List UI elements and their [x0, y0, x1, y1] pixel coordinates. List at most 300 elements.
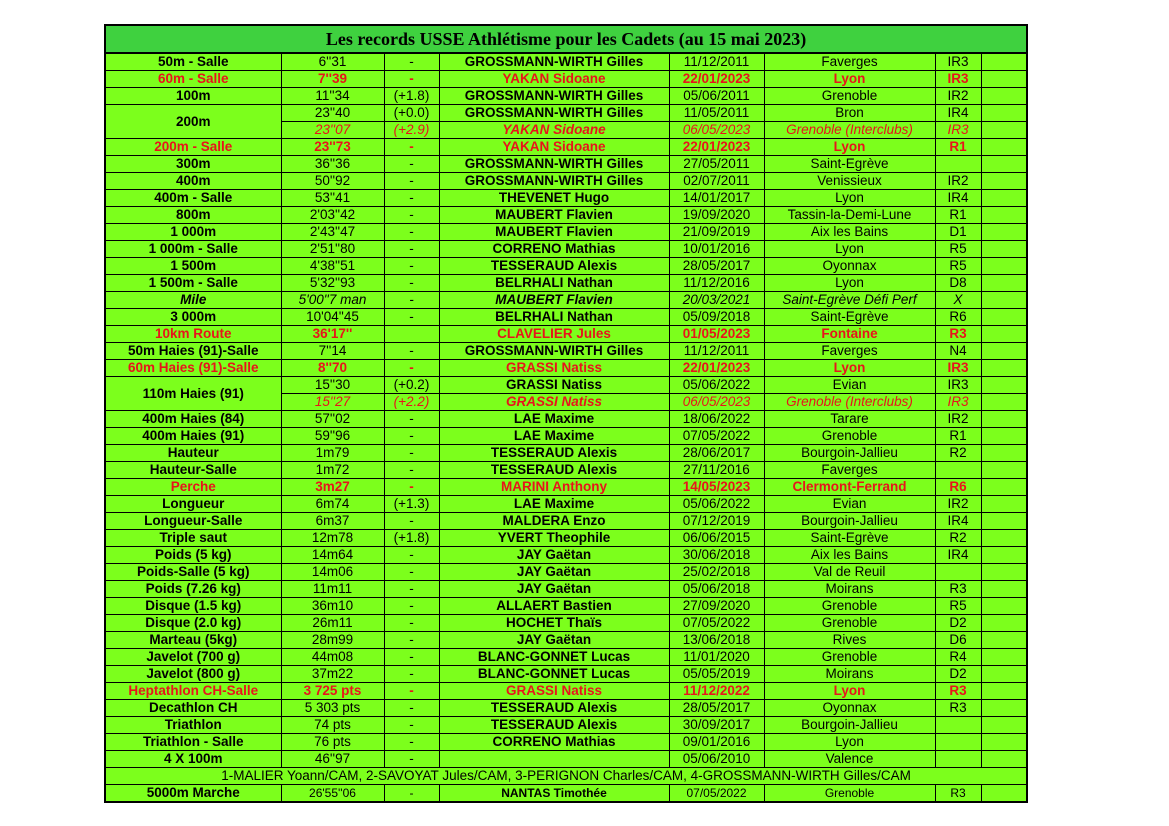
- level-cell: R5: [935, 258, 981, 275]
- place-cell: Lyon: [764, 734, 935, 751]
- athlete-cell: BELRHALI Nathan: [439, 309, 669, 326]
- place-cell: Bron: [764, 105, 935, 122]
- record-row: [105, 666, 1027, 683]
- record-row: [105, 734, 1027, 751]
- date-cell: 28/05/2017: [669, 700, 764, 717]
- wind-cell: -: [384, 360, 439, 377]
- performance-cell: 23''40: [281, 105, 384, 122]
- wind-cell: -: [384, 479, 439, 496]
- date-cell: 11/01/2020: [669, 649, 764, 666]
- performance-cell: 46''97: [281, 751, 384, 768]
- performance-cell: 44m08: [281, 649, 384, 666]
- performance-cell: 1m72: [281, 462, 384, 479]
- athlete-cell: BELRHALI Nathan: [439, 275, 669, 292]
- record-row: [105, 309, 1027, 326]
- date-cell: 27/09/2020: [669, 598, 764, 615]
- level-cell: R3: [935, 700, 981, 717]
- record-row: [105, 700, 1027, 717]
- performance-cell: 36m10: [281, 598, 384, 615]
- level-cell: [935, 734, 981, 751]
- extra-cell: [981, 360, 1027, 377]
- wind-cell: (+2.9): [384, 122, 439, 139]
- place-cell: Saint-Egrève Défi Perf: [764, 292, 935, 309]
- level-cell: IR2: [935, 173, 981, 190]
- wind-cell: -: [384, 785, 439, 803]
- date-cell: 11/05/2011: [669, 105, 764, 122]
- date-cell: 19/09/2020: [669, 207, 764, 224]
- record-row: [105, 683, 1027, 700]
- extra-cell: [981, 173, 1027, 190]
- event-cell: 400m - Salle: [105, 190, 281, 207]
- athlete-cell: MALDERA Enzo: [439, 513, 669, 530]
- wind-cell: -: [384, 411, 439, 428]
- extra-cell: [981, 139, 1027, 156]
- performance-cell: 4'38''51: [281, 258, 384, 275]
- wind-cell: -: [384, 173, 439, 190]
- performance-cell: 28m99: [281, 632, 384, 649]
- level-cell: R6: [935, 479, 981, 496]
- extra-cell: [981, 71, 1027, 88]
- date-cell: 07/05/2022: [669, 785, 764, 803]
- athlete-cell: GROSSMANN-WIRTH Gilles: [439, 173, 669, 190]
- event-cell: 1 000m - Salle: [105, 241, 281, 258]
- place-cell: Saint-Egrève: [764, 309, 935, 326]
- wind-cell: (+2.2): [384, 394, 439, 411]
- event-cell: Disque (2.0 kg): [105, 615, 281, 632]
- event-cell: Longueur-Salle: [105, 513, 281, 530]
- level-cell: D6: [935, 632, 981, 649]
- athlete-cell: TESSERAUD Alexis: [439, 462, 669, 479]
- event-cell: 400m: [105, 173, 281, 190]
- athlete-cell: BLANC-GONNET Lucas: [439, 649, 669, 666]
- level-cell: IR3: [935, 360, 981, 377]
- date-cell: 22/01/2023: [669, 360, 764, 377]
- level-cell: R4: [935, 649, 981, 666]
- performance-cell: 23''07: [281, 122, 384, 139]
- place-cell: Moirans: [764, 666, 935, 683]
- wind-cell: -: [384, 462, 439, 479]
- place-cell: Lyon: [764, 683, 935, 700]
- extra-cell: [981, 326, 1027, 343]
- record-row: [105, 224, 1027, 241]
- date-cell: 20/03/2021: [669, 292, 764, 309]
- athlete-cell: MAUBERT Flavien: [439, 207, 669, 224]
- place-cell: Clermont-Ferrand: [764, 479, 935, 496]
- athlete-cell: GROSSMANN-WIRTH Gilles: [439, 105, 669, 122]
- performance-cell: 2'43''47: [281, 224, 384, 241]
- level-cell: IR2: [935, 88, 981, 105]
- wind-cell: -: [384, 751, 439, 768]
- athlete-cell: LAE Maxime: [439, 428, 669, 445]
- level-cell: IR4: [935, 105, 981, 122]
- extra-cell: [981, 377, 1027, 394]
- athlete-cell: [439, 751, 669, 768]
- level-cell: IR3: [935, 394, 981, 411]
- extra-cell: [981, 530, 1027, 547]
- extra-cell: [981, 207, 1027, 224]
- level-cell: D1: [935, 224, 981, 241]
- record-row: [105, 53, 1027, 71]
- performance-cell: 53''41: [281, 190, 384, 207]
- performance-cell: 5'00''7 man: [281, 292, 384, 309]
- performance-cell: 8''70: [281, 360, 384, 377]
- extra-cell: [981, 394, 1027, 411]
- extra-cell: [981, 343, 1027, 360]
- wind-cell: -: [384, 547, 439, 564]
- record-row: [105, 581, 1027, 598]
- athlete-cell: CLAVELIER Jules: [439, 326, 669, 343]
- athlete-cell: GROSSMANN-WIRTH Gilles: [439, 88, 669, 105]
- wind-cell: -: [384, 683, 439, 700]
- wind-cell: (+1.3): [384, 496, 439, 513]
- athlete-cell: NANTAS Timothée: [439, 785, 669, 803]
- record-row: [105, 751, 1027, 768]
- athlete-cell: THEVENET Hugo: [439, 190, 669, 207]
- athlete-cell: LAE Maxime: [439, 411, 669, 428]
- place-cell: Evian: [764, 496, 935, 513]
- extra-cell: [981, 156, 1027, 173]
- performance-cell: 10'04''45: [281, 309, 384, 326]
- place-cell: Lyon: [764, 190, 935, 207]
- level-cell: IR3: [935, 53, 981, 71]
- extra-cell: [981, 309, 1027, 326]
- place-cell: Lyon: [764, 139, 935, 156]
- performance-cell: 1m79: [281, 445, 384, 462]
- extra-cell: [981, 275, 1027, 292]
- wind-cell: -: [384, 513, 439, 530]
- performance-cell: 15''30: [281, 377, 384, 394]
- records-table: [104, 24, 1028, 803]
- athlete-cell: HOCHET Thaïs: [439, 615, 669, 632]
- performance-cell: 7''14: [281, 343, 384, 360]
- performance-cell: 6m74: [281, 496, 384, 513]
- record-row: [105, 632, 1027, 649]
- event-cell: Triple saut: [105, 530, 281, 547]
- level-cell: R5: [935, 598, 981, 615]
- date-cell: 06/05/2023: [669, 122, 764, 139]
- wind-cell: (+1.8): [384, 530, 439, 547]
- athlete-cell: GRASSI Natiss: [439, 394, 669, 411]
- record-row: [105, 513, 1027, 530]
- extra-cell: [981, 479, 1027, 496]
- wind-cell: -: [384, 241, 439, 258]
- event-cell: 400m Haies (91): [105, 428, 281, 445]
- place-cell: Bourgoin-Jallieu: [764, 717, 935, 734]
- level-cell: [935, 751, 981, 768]
- performance-cell: 5'32''93: [281, 275, 384, 292]
- athlete-cell: JAY Gaëtan: [439, 564, 669, 581]
- place-cell: Faverges: [764, 53, 935, 71]
- date-cell: 14/05/2023: [669, 479, 764, 496]
- level-cell: [935, 564, 981, 581]
- extra-cell: [981, 564, 1027, 581]
- athlete-cell: TESSERAUD Alexis: [439, 700, 669, 717]
- event-cell: 100m: [105, 88, 281, 105]
- level-cell: R3: [935, 581, 981, 598]
- place-cell: Oyonnax: [764, 258, 935, 275]
- performance-cell: 14m06: [281, 564, 384, 581]
- event-cell: 50m Haies (91)-Salle: [105, 343, 281, 360]
- wind-cell: -: [384, 649, 439, 666]
- wind-cell: -: [384, 309, 439, 326]
- athlete-cell: MAUBERT Flavien: [439, 292, 669, 309]
- wind-cell: -: [384, 581, 439, 598]
- wind-cell: -: [384, 224, 439, 241]
- event-cell: Decathlon CH: [105, 700, 281, 717]
- place-cell: Tarare: [764, 411, 935, 428]
- extra-cell: [981, 547, 1027, 564]
- place-cell: Grenoble: [764, 598, 935, 615]
- performance-cell: 26'55''06: [281, 785, 384, 803]
- extra-cell: [981, 428, 1027, 445]
- date-cell: 27/05/2011: [669, 156, 764, 173]
- record-row: [105, 377, 1027, 394]
- wind-cell: -: [384, 156, 439, 173]
- date-cell: 05/06/2022: [669, 377, 764, 394]
- record-row: [105, 326, 1027, 343]
- record-row: [105, 462, 1027, 479]
- place-cell: Val de Reuil: [764, 564, 935, 581]
- level-cell: IR2: [935, 411, 981, 428]
- wind-cell: -: [384, 53, 439, 71]
- wind-cell: (+1.8): [384, 88, 439, 105]
- record-row: [105, 530, 1027, 547]
- event-cell: 200m - Salle: [105, 139, 281, 156]
- level-cell: X: [935, 292, 981, 309]
- place-cell: Grenoble: [764, 88, 935, 105]
- level-cell: R3: [935, 326, 981, 343]
- record-row: [105, 190, 1027, 207]
- wind-cell: -: [384, 615, 439, 632]
- event-cell: 3 000m: [105, 309, 281, 326]
- extra-cell: [981, 649, 1027, 666]
- extra-cell: [981, 734, 1027, 751]
- extra-cell: [981, 615, 1027, 632]
- athlete-cell: JAY Gaëtan: [439, 547, 669, 564]
- athlete-cell: YAKAN Sidoane: [439, 71, 669, 88]
- level-cell: [935, 717, 981, 734]
- date-cell: 13/06/2018: [669, 632, 764, 649]
- event-cell: 1 500m - Salle: [105, 275, 281, 292]
- level-cell: R2: [935, 530, 981, 547]
- record-row: [105, 649, 1027, 666]
- date-cell: 11/12/2022: [669, 683, 764, 700]
- wind-cell: -: [384, 343, 439, 360]
- extra-cell: [981, 751, 1027, 768]
- date-cell: 05/09/2018: [669, 309, 764, 326]
- relay-team-cell: 1-MALIER Yoann/CAM, 2-SAVOYAT Jules/CAM, 3-PERIGNON Charles/CAM, 4-GROSSMANN-WIRTH Gilles/CAM: [105, 768, 1027, 785]
- wind-cell: -: [384, 666, 439, 683]
- level-cell: R1: [935, 139, 981, 156]
- place-cell: Grenoble: [764, 615, 935, 632]
- record-row: [105, 411, 1027, 428]
- event-cell: Hauteur-Salle: [105, 462, 281, 479]
- performance-cell: 2'51''80: [281, 241, 384, 258]
- level-cell: R6: [935, 309, 981, 326]
- performance-cell: 5 303 pts: [281, 700, 384, 717]
- event-cell: Hauteur: [105, 445, 281, 462]
- athlete-cell: YAKAN Sidoane: [439, 139, 669, 156]
- place-cell: Lyon: [764, 360, 935, 377]
- wind-cell: -: [384, 632, 439, 649]
- place-cell: Faverges: [764, 462, 935, 479]
- date-cell: 18/06/2022: [669, 411, 764, 428]
- wind-cell: -: [384, 598, 439, 615]
- date-cell: 10/01/2016: [669, 241, 764, 258]
- date-cell: 06/05/2023: [669, 394, 764, 411]
- performance-cell: 74 pts: [281, 717, 384, 734]
- performance-cell: 26m11: [281, 615, 384, 632]
- extra-cell: [981, 53, 1027, 71]
- wind-cell: [384, 326, 439, 343]
- date-cell: 30/06/2018: [669, 547, 764, 564]
- athlete-cell: JAY Gaëtan: [439, 632, 669, 649]
- level-cell: D2: [935, 666, 981, 683]
- event-cell: 4 X 100m: [105, 751, 281, 768]
- record-row: [105, 445, 1027, 462]
- place-cell: Grenoble: [764, 428, 935, 445]
- athlete-cell: JAY Gaëtan: [439, 581, 669, 598]
- date-cell: 01/05/2023: [669, 326, 764, 343]
- record-row: [105, 88, 1027, 105]
- performance-cell: 36'17'': [281, 326, 384, 343]
- event-cell: 300m: [105, 156, 281, 173]
- record-row: [105, 785, 1027, 803]
- event-cell: 200m: [105, 105, 281, 139]
- date-cell: 28/06/2017: [669, 445, 764, 462]
- event-cell: Poids (7.26 kg): [105, 581, 281, 598]
- event-cell: Longueur: [105, 496, 281, 513]
- place-cell: Aix les Bains: [764, 547, 935, 564]
- date-cell: 06/06/2015: [669, 530, 764, 547]
- date-cell: 07/12/2019: [669, 513, 764, 530]
- extra-cell: [981, 190, 1027, 207]
- record-row: [105, 292, 1027, 309]
- event-cell: Marteau (5kg): [105, 632, 281, 649]
- record-row: [105, 598, 1027, 615]
- athlete-cell: TESSERAUD Alexis: [439, 258, 669, 275]
- wind-cell: -: [384, 275, 439, 292]
- extra-cell: [981, 258, 1027, 275]
- event-cell: 1 000m: [105, 224, 281, 241]
- date-cell: 11/12/2011: [669, 343, 764, 360]
- wind-cell: -: [384, 207, 439, 224]
- date-cell: 05/06/2022: [669, 496, 764, 513]
- place-cell: Oyonnax: [764, 700, 935, 717]
- event-cell: 50m - Salle: [105, 53, 281, 71]
- place-cell: Fontaine: [764, 326, 935, 343]
- extra-cell: [981, 581, 1027, 598]
- date-cell: 07/05/2022: [669, 615, 764, 632]
- record-row: [105, 241, 1027, 258]
- place-cell: Bourgoin-Jallieu: [764, 513, 935, 530]
- level-cell: R1: [935, 207, 981, 224]
- date-cell: 21/09/2019: [669, 224, 764, 241]
- date-cell: 22/01/2023: [669, 139, 764, 156]
- athlete-cell: LAE Maxime: [439, 496, 669, 513]
- place-cell: Faverges: [764, 343, 935, 360]
- event-cell: 60m - Salle: [105, 71, 281, 88]
- extra-cell: [981, 513, 1027, 530]
- wind-cell: -: [384, 139, 439, 156]
- extra-cell: [981, 411, 1027, 428]
- event-cell: 1 500m: [105, 258, 281, 275]
- extra-cell: [981, 88, 1027, 105]
- performance-cell: 76 pts: [281, 734, 384, 751]
- event-cell: Heptathlon CH-Salle: [105, 683, 281, 700]
- wind-cell: -: [384, 445, 439, 462]
- place-cell: Moirans: [764, 581, 935, 598]
- date-cell: 28/05/2017: [669, 258, 764, 275]
- level-cell: IR3: [935, 377, 981, 394]
- place-cell: Lyon: [764, 275, 935, 292]
- place-cell: Grenoble: [764, 785, 935, 803]
- wind-cell: -: [384, 258, 439, 275]
- event-cell: Javelot (800 g): [105, 666, 281, 683]
- level-cell: [935, 156, 981, 173]
- date-cell: 30/09/2017: [669, 717, 764, 734]
- extra-cell: [981, 224, 1027, 241]
- level-cell: R5: [935, 241, 981, 258]
- event-cell: Mile: [105, 292, 281, 309]
- performance-cell: 59''96: [281, 428, 384, 445]
- record-row: [105, 360, 1027, 377]
- wind-cell: -: [384, 292, 439, 309]
- place-cell: Grenoble (Interclubs): [764, 122, 935, 139]
- wind-cell: (+0.0): [384, 105, 439, 122]
- record-row: [105, 156, 1027, 173]
- level-cell: R2: [935, 445, 981, 462]
- event-cell: Disque (1.5 kg): [105, 598, 281, 615]
- title-row: [105, 25, 1027, 53]
- athlete-cell: TESSERAUD Alexis: [439, 717, 669, 734]
- event-cell: 110m Haies (91): [105, 377, 281, 411]
- performance-cell: 37m22: [281, 666, 384, 683]
- place-cell: Lyon: [764, 71, 935, 88]
- performance-cell: 36''36: [281, 156, 384, 173]
- wind-cell: -: [384, 734, 439, 751]
- record-row: [105, 564, 1027, 581]
- athlete-cell: MAUBERT Flavien: [439, 224, 669, 241]
- record-row: [105, 105, 1027, 122]
- athlete-cell: YVERT Theophile: [439, 530, 669, 547]
- extra-cell: [981, 445, 1027, 462]
- event-cell: Poids-Salle (5 kg): [105, 564, 281, 581]
- place-cell: Grenoble: [764, 649, 935, 666]
- date-cell: 09/01/2016: [669, 734, 764, 751]
- performance-cell: 15''27: [281, 394, 384, 411]
- extra-cell: [981, 462, 1027, 479]
- place-cell: Rives: [764, 632, 935, 649]
- athlete-cell: ALLAERT Bastien: [439, 598, 669, 615]
- performance-cell: 11''34: [281, 88, 384, 105]
- date-cell: 07/05/2022: [669, 428, 764, 445]
- place-cell: Saint-Egrève: [764, 530, 935, 547]
- date-cell: 05/06/2010: [669, 751, 764, 768]
- place-cell: Grenoble (Interclubs): [764, 394, 935, 411]
- place-cell: Valence: [764, 751, 935, 768]
- performance-cell: 23''73: [281, 139, 384, 156]
- level-cell: IR2: [935, 496, 981, 513]
- level-cell: IR4: [935, 547, 981, 564]
- wind-cell: -: [384, 700, 439, 717]
- date-cell: 14/01/2017: [669, 190, 764, 207]
- level-cell: D2: [935, 615, 981, 632]
- performance-cell: 3 725 pts: [281, 683, 384, 700]
- extra-cell: [981, 785, 1027, 803]
- athlete-cell: GROSSMANN-WIRTH Gilles: [439, 343, 669, 360]
- record-row: [105, 428, 1027, 445]
